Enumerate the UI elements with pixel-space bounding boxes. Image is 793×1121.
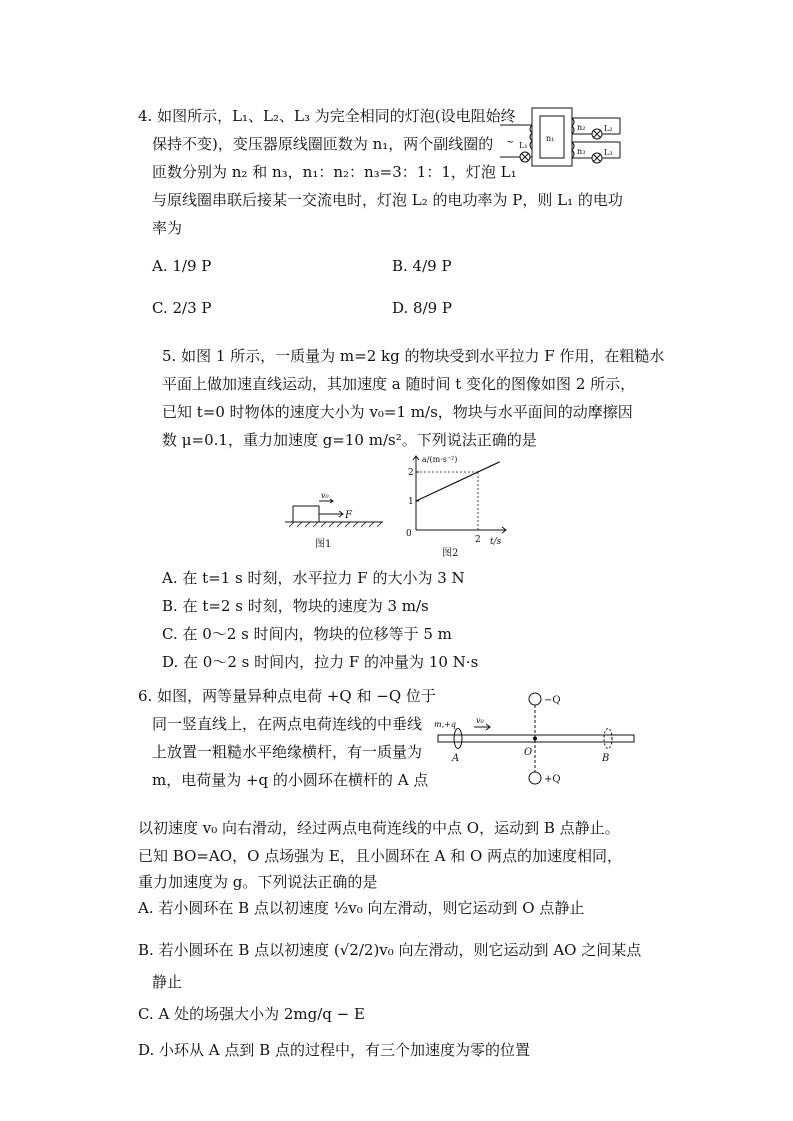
- q6-line-1: 6. 如图，两等量异种点电荷 +Q 和 −Q 位于: [138, 687, 436, 705]
- q4-line-2: 保持不变)，变压器原线圈匝数为 n₁，两个副线圈的: [152, 135, 494, 153]
- q6-option-a: A. 若小圆环在 B 点以初速度 ½v₀ 向左滑动，则它运动到 O 点静止: [138, 899, 585, 917]
- q6-label-positive-charge: +Q: [544, 774, 561, 785]
- q4-label-l1: L₁: [519, 141, 528, 150]
- q5-chart-ytick-1: 1: [408, 497, 414, 507]
- q5-fig1-v0-label: v₀: [321, 491, 329, 500]
- q5-option-a: A. 在 t=1 s 时刻，水平拉力 F 的大小为 3 N: [162, 569, 465, 587]
- q4-label-n1: n₁: [546, 134, 555, 143]
- q5-option-d: D. 在 0～2 s 时间内，拉力 F 的冲量为 10 N·s: [162, 653, 479, 671]
- q6-line-3: 上放置一粗糙水平绝缘横杆，有一质量为: [152, 743, 423, 761]
- q4-ac-symbol: ~: [506, 137, 515, 148]
- q5-option-b: B. 在 t=2 s 时刻，物块的速度为 3 m/s: [162, 597, 429, 615]
- q6-option-d: D. 小环从 A 点到 B 点的过程中，有三个加速度为零的位置: [138, 1041, 530, 1059]
- q5-fig2-caption: 图2: [442, 548, 459, 559]
- q6-charges-figure: [430, 685, 640, 790]
- q5-line-4: 数 μ=0.1，重力加速度 g=10 m/s²。下列说法正确的是: [162, 431, 537, 449]
- q5-line-1: 5. 如图 1 所示，一质量为 m=2 kg 的物块受到水平拉力 F 作用，在粗糙水: [162, 347, 665, 365]
- q6-label-v0: v₀: [476, 716, 484, 725]
- q6-line-2: 同一竖直线上，在两点电荷连线的中垂线: [152, 715, 423, 733]
- q5-chart-xlabel: t/s: [490, 537, 502, 547]
- q4-option-a: A. 1/9 P: [152, 257, 212, 275]
- q6-line-4: m，电荷量为 +q 的小圆环在横杆的 A 点: [152, 771, 429, 789]
- q4-line-3: 匝数分别为 n₂ 和 n₃，n₁：n₂：n₃=3：1：1，灯泡 L₁: [152, 163, 517, 181]
- q6-option-b: B. 若小圆环在 B 点以初速度 (√2/2)v₀ 向左滑动，则它运动到 AO 之间某点: [138, 941, 642, 959]
- q5-figure-1: [285, 485, 385, 555]
- q6-option-b-cont: 静止: [152, 973, 183, 991]
- q5-fig1-caption: 图1: [315, 539, 332, 550]
- q5-chart-xtick-2: 2: [475, 535, 481, 545]
- q4-label-n3: n₃: [577, 147, 586, 156]
- q4-line-5: 率为: [152, 219, 183, 237]
- q5-chart-series-line: [416, 462, 500, 501]
- q5-chart-origin: 0: [406, 529, 412, 539]
- q4-option-c: C. 2/3 P: [152, 299, 212, 317]
- q6-label-b: B: [602, 753, 610, 764]
- q6-line-5: 以初速度 v₀ 向右滑动，经过两点电荷连线的中点 O，运动到 B 点静止。: [138, 819, 620, 837]
- q4-label-l3: L₃: [604, 148, 613, 157]
- q4-label-n2: n₂: [577, 123, 586, 132]
- q4-transformer-figure: [500, 100, 625, 175]
- q4-option-d: D. 8/9 P: [392, 299, 453, 317]
- q5-fig1-force-label: F: [345, 510, 352, 521]
- q6-label-ring: m,+q: [434, 720, 456, 729]
- q6-line-6: 已知 BO=AO，O 点场强为 E，且小圆环在 A 和 O 两点的加速度相同，: [138, 847, 623, 865]
- q5-acceleration-chart: [400, 450, 515, 560]
- q5-line-2: 平面上做加速直线运动，其加速度 a 随时间 t 变化的图像如图 2 所示，: [162, 375, 636, 393]
- q5-line-3: 已知 t=0 时物体的速度大小为 v₀=1 m/s，物块与水平面间的动摩擦因: [162, 403, 633, 421]
- q6-label-o: O: [524, 747, 533, 758]
- q4-line-1: 4. 如图所示，L₁、L₂、L₃ 为完全相同的灯泡(设电阻始终: [138, 107, 516, 125]
- q5-chart-ytick-2: 2: [408, 468, 414, 478]
- q4-line-4: 与原线圈串联后接某一交流电时，灯泡 L₂ 的电功率为 P，则 L₁ 的电功: [152, 191, 623, 209]
- q4-label-l2: L₂: [604, 124, 613, 133]
- q6-line-7: 重力加速度为 g。下列说法正确的是: [138, 873, 378, 891]
- q6-option-c: C. A 处的场强大小为 2mg/q − E: [138, 1005, 365, 1023]
- q5-chart-ylabel: a/(m·s⁻²): [422, 455, 458, 464]
- q5-option-c: C. 在 0～2 s 时间内，物块的位移等于 5 m: [162, 625, 452, 643]
- q6-label-negative-charge: −Q: [544, 695, 561, 706]
- q4-option-b: B. 4/9 P: [392, 257, 452, 275]
- q6-label-a: A: [452, 753, 460, 764]
